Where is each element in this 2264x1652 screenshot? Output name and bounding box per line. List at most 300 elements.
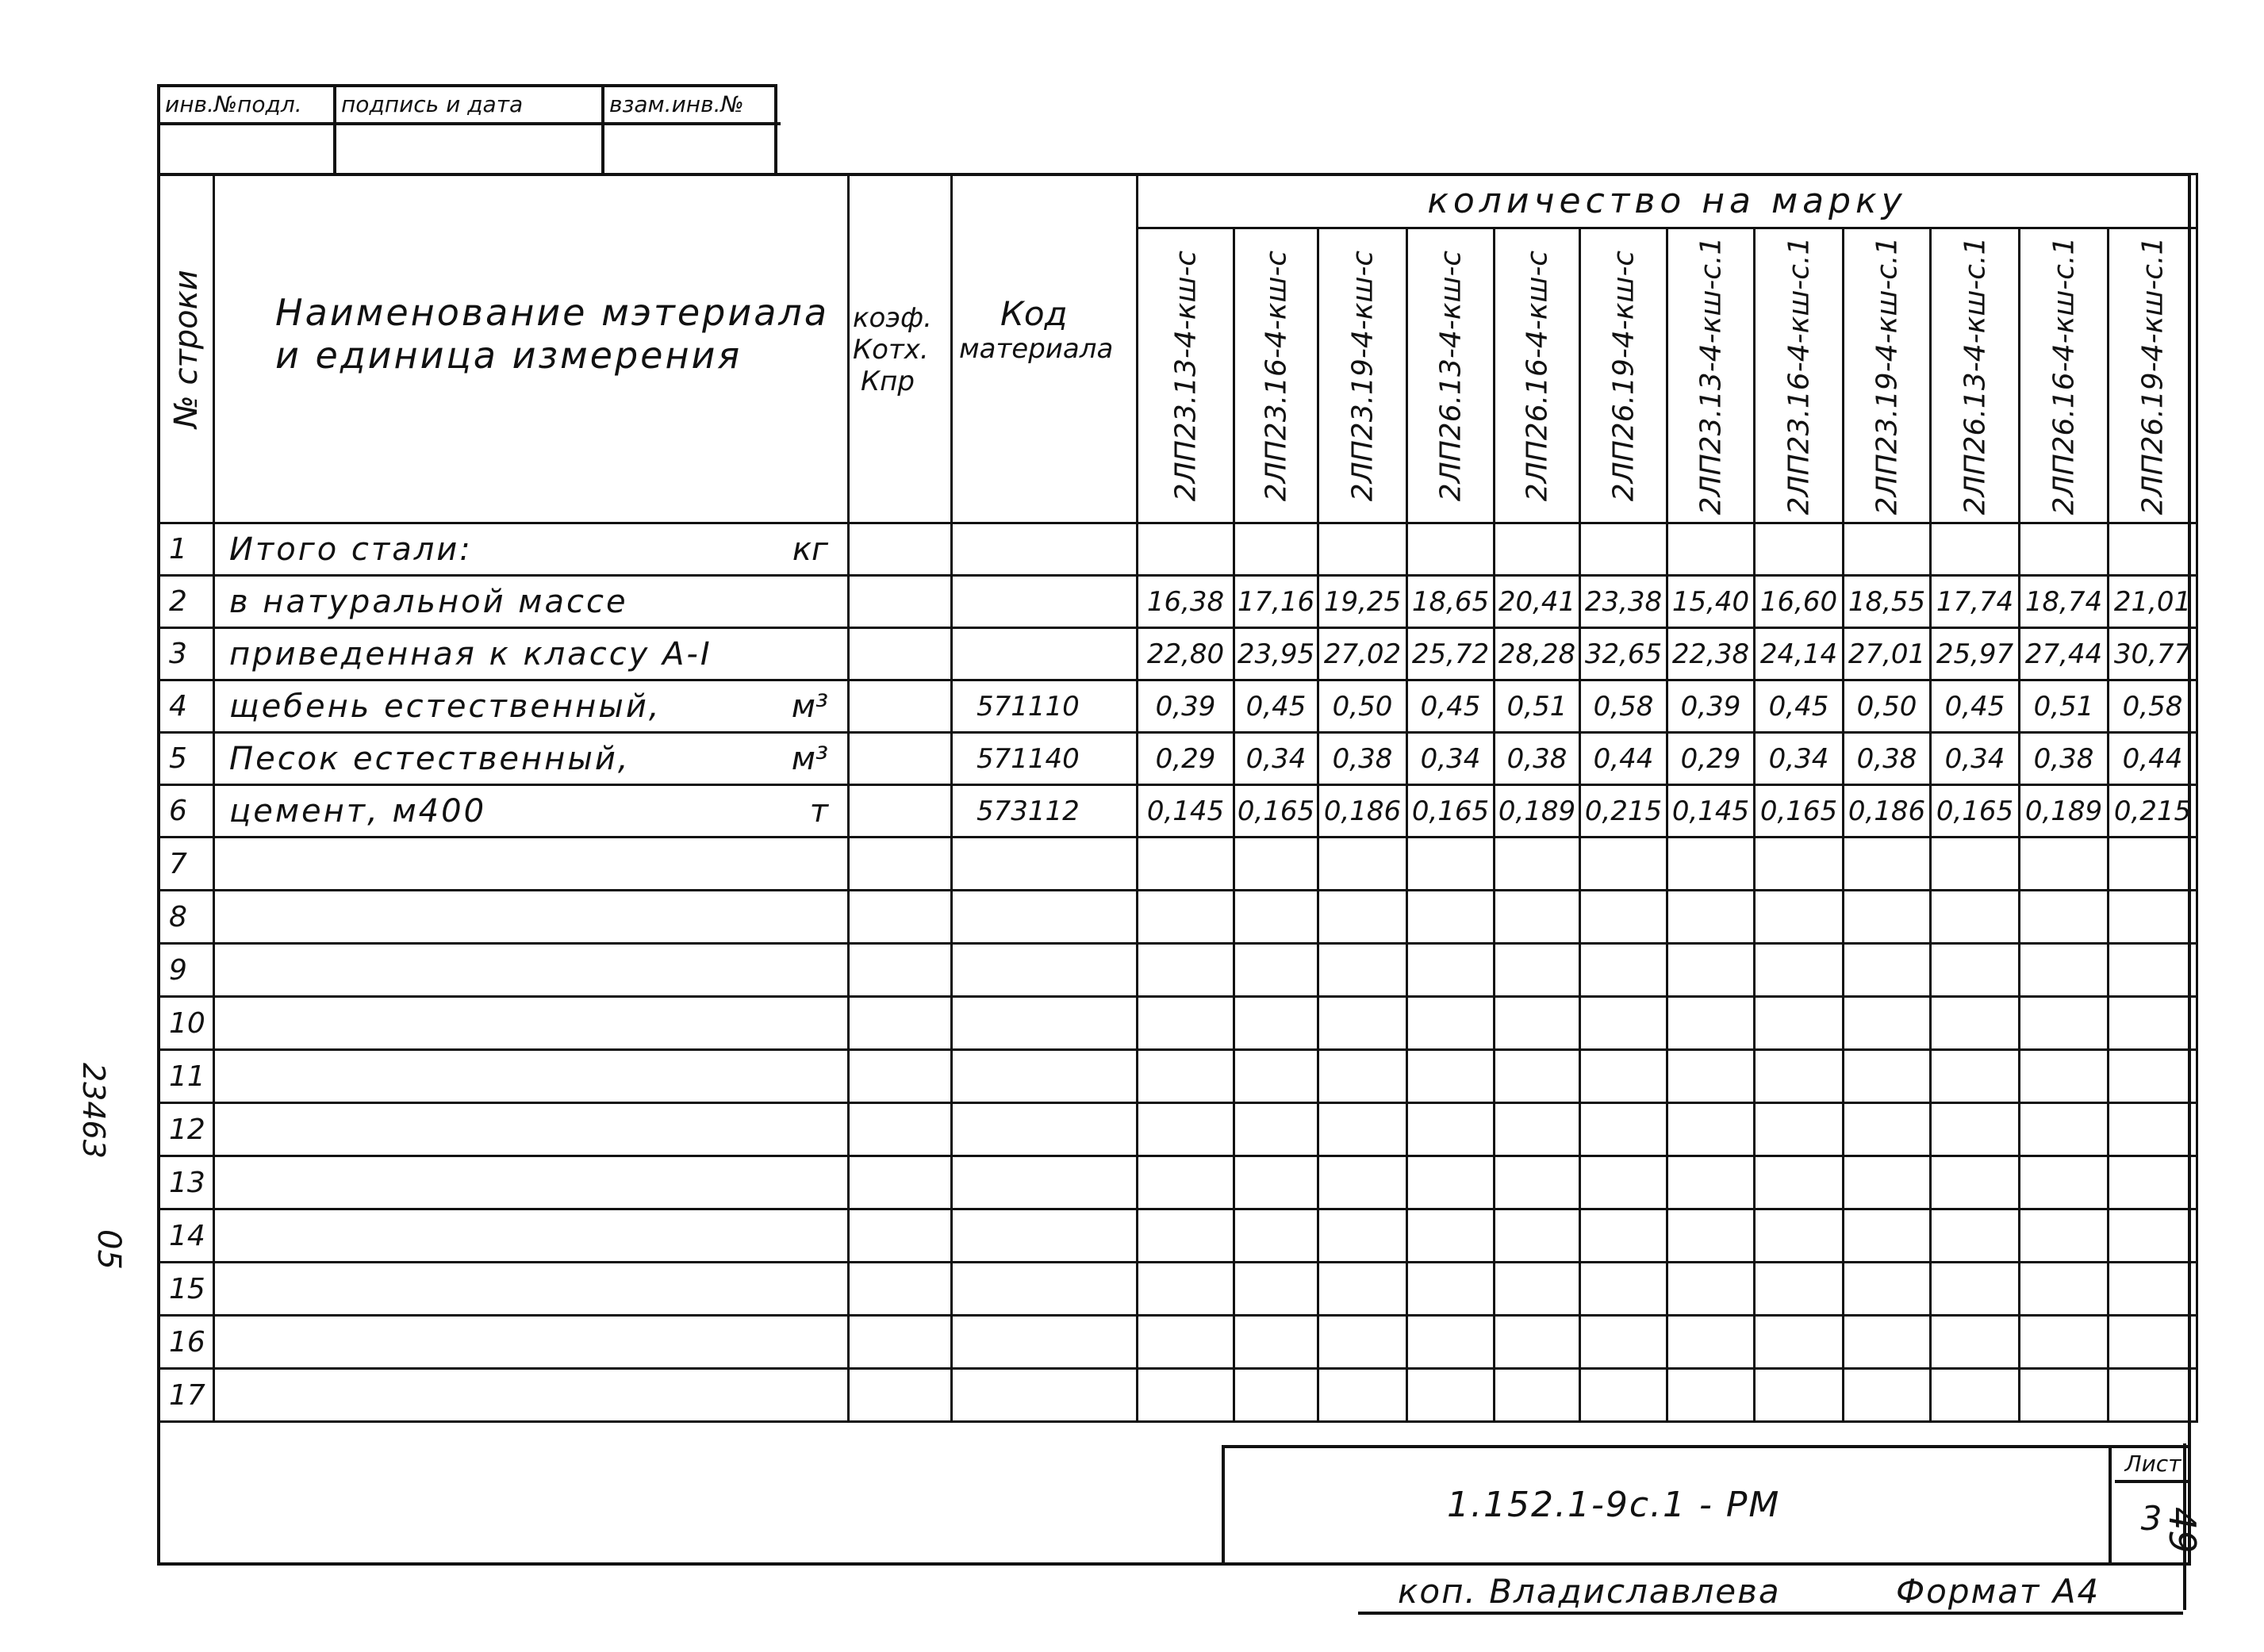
qty-cell <box>1755 1050 1844 1103</box>
mark-header-12 <box>2109 228 2197 523</box>
table-row <box>159 785 2197 837</box>
qty-cell: 0,189 <box>1495 785 1580 837</box>
row-number: 8 <box>159 891 214 944</box>
qty-cell <box>1755 997 1844 1050</box>
row-number: 15 <box>159 1263 214 1316</box>
qty-cell <box>1234 1103 1318 1156</box>
qty-cell <box>1407 837 1495 891</box>
qty-cell <box>1495 997 1580 1050</box>
qty-cell <box>1318 1369 1407 1422</box>
qty-cell <box>1931 944 2020 997</box>
qty-cell: 0,38 <box>1495 733 1580 785</box>
material-code <box>952 891 1138 944</box>
qty-cell: 23,38 <box>1580 576 1667 628</box>
qty-cell <box>1234 997 1318 1050</box>
material-name-cell <box>214 837 849 891</box>
row-number: 1 <box>159 523 214 576</box>
qty-cell <box>1755 944 1844 997</box>
qty-cell <box>1667 944 1755 997</box>
qty-cell <box>1931 997 2020 1050</box>
table-row <box>159 1209 2197 1263</box>
qty-cell: 0,29 <box>1138 733 1234 785</box>
material-name <box>215 1217 229 1254</box>
material-unit: т <box>809 792 828 830</box>
mark-header-4 <box>1407 228 1495 523</box>
row-no-header <box>159 174 214 523</box>
qty-cell <box>1495 1263 1580 1316</box>
qty-cell <box>1138 1103 1234 1156</box>
coef-header <box>849 174 952 523</box>
qty-cell: 0,44 <box>2109 733 2197 785</box>
mark-header-6 <box>1580 228 1667 523</box>
row-number: 2 <box>159 576 214 628</box>
material-name-cell <box>214 1156 849 1209</box>
stamp-replace-inv: взам.инв.№ <box>604 87 781 125</box>
qty-cell <box>2020 837 2109 891</box>
copied-by: коп. Владиславлева <box>1398 1572 1781 1611</box>
qty-cell <box>1667 997 1755 1050</box>
qty-cell: 16,60 <box>1755 576 1844 628</box>
qty-cell: 0,34 <box>1407 733 1495 785</box>
qty-cell <box>1495 523 1580 576</box>
coef-cell <box>849 576 952 628</box>
qty-cell <box>1407 523 1495 576</box>
material-name-cell <box>214 1369 849 1422</box>
qty-cell <box>1234 1369 1318 1422</box>
drawing-designation: 1.152.1-9с.1 - РМ <box>1447 1485 1781 1525</box>
qty-cell <box>1407 944 1495 997</box>
mark-header-text: 2ЛП23.13-4-кш-с.1 <box>1694 236 1727 515</box>
qty-cell: 0,58 <box>1580 680 1667 733</box>
qty-cell <box>2020 1050 2109 1103</box>
qty-cell <box>1318 1050 1407 1103</box>
qty-cell <box>2020 1263 2109 1316</box>
material-unit: кг <box>792 531 828 568</box>
coef-cell <box>849 997 952 1050</box>
qty-cell <box>1407 997 1495 1050</box>
material-name <box>215 845 229 882</box>
qty-cell <box>1407 1263 1495 1316</box>
qty-cell: 20,41 <box>1495 576 1580 628</box>
qty-cell: 28,28 <box>1495 628 1580 680</box>
qty-cell: 0,45 <box>1234 680 1318 733</box>
qty-cell: 19,25 <box>1318 576 1407 628</box>
coef-cell <box>849 1156 952 1209</box>
table-row <box>159 628 2197 680</box>
qty-cell <box>1318 1103 1407 1156</box>
qty-cell <box>2020 891 2109 944</box>
coef-header-line3: Кпр <box>861 366 915 397</box>
qty-cell: 0,165 <box>1234 785 1318 837</box>
qty-cell <box>2109 997 2197 1050</box>
qty-cell: 21,01 <box>2109 576 2197 628</box>
qty-cell <box>1234 1316 1318 1369</box>
mark-header-text: 2ЛП26.19-4-кш-с <box>1607 250 1640 501</box>
material-code: 571110 <box>952 680 1138 733</box>
coef-cell <box>849 1209 952 1263</box>
material-code <box>952 837 1138 891</box>
qty-cell <box>2109 837 2197 891</box>
qty-cell <box>1667 1156 1755 1209</box>
qty-cell: 18,55 <box>1844 576 1931 628</box>
material-name: щебень естественный, <box>229 688 662 725</box>
qty-cell <box>1407 1103 1495 1156</box>
material-name <box>215 1377 229 1413</box>
qty-cell <box>1755 891 1844 944</box>
qty-cell: 0,165 <box>1755 785 1844 837</box>
material-name: в натуральной массе <box>229 583 628 620</box>
qty-cell <box>1318 1156 1407 1209</box>
material-name <box>215 1111 229 1148</box>
qty-cell <box>1667 837 1755 891</box>
qty-cell <box>1138 944 1234 997</box>
material-name <box>215 1058 229 1094</box>
qty-cell: 23,95 <box>1234 628 1318 680</box>
qty-cell <box>1580 997 1667 1050</box>
material-name-cell <box>214 944 849 997</box>
qty-cell: 30,77 <box>2109 628 2197 680</box>
material-unit: м³ <box>791 740 828 777</box>
qty-cell <box>1844 1316 1931 1369</box>
mark-header-text: 2ЛП26.19-4-кш-с.1 <box>2136 236 2169 515</box>
qty-cell <box>1667 1209 1755 1263</box>
qty-cell <box>1755 523 1844 576</box>
qty-cell: 32,65 <box>1580 628 1667 680</box>
mark-header-text: 2ЛП23.16-4-кш-с <box>1260 250 1292 501</box>
qty-cell: 0,186 <box>1318 785 1407 837</box>
row-number: 17 <box>159 1369 214 1422</box>
footer-line <box>1358 1612 2183 1615</box>
table-row <box>159 680 2197 733</box>
qty-cell: 27,02 <box>1318 628 1407 680</box>
sheet-number: 3 <box>2140 1499 2162 1538</box>
sheet-label: Лист <box>2115 1448 2191 1483</box>
qty-cell <box>1318 837 1407 891</box>
coef-cell <box>849 891 952 944</box>
coef-cell <box>849 1103 952 1156</box>
row-number: 10 <box>159 997 214 1050</box>
qty-cell: 0,34 <box>1931 733 2020 785</box>
name-header-line1: Наименование мэтериала <box>275 291 830 334</box>
qty-cell <box>1138 1263 1234 1316</box>
qty-cell: 15,40 <box>1667 576 1755 628</box>
qty-cell <box>1138 891 1234 944</box>
table-row <box>159 1263 2197 1316</box>
mark-header-5 <box>1495 228 1580 523</box>
qty-cell: 17,74 <box>1931 576 2020 628</box>
qty-cell <box>1318 891 1407 944</box>
code-header-line2: материала <box>959 333 1114 365</box>
material-name-cell <box>214 1103 849 1156</box>
mark-header-9 <box>1844 228 1931 523</box>
qty-cell: 25,72 <box>1407 628 1495 680</box>
qty-cell <box>1755 1263 1844 1316</box>
qty-cell <box>1931 1209 2020 1263</box>
qty-cell <box>1580 944 1667 997</box>
qty-cell <box>1580 837 1667 891</box>
row-number: 13 <box>159 1156 214 1209</box>
qty-cell <box>1844 523 1931 576</box>
code-header-line1: Код <box>1000 294 1068 333</box>
name-header <box>214 174 849 523</box>
material-code <box>952 576 1138 628</box>
qty-cell: 0,145 <box>1138 785 1234 837</box>
qty-cell <box>2109 1156 2197 1209</box>
coef-header-line1: коэф. <box>853 302 932 334</box>
format-label: Формат А4 <box>1896 1572 2101 1611</box>
qty-cell: 0,29 <box>1667 733 1755 785</box>
qty-cell: 18,74 <box>2020 576 2109 628</box>
qty-cell <box>1844 1209 1931 1263</box>
qty-cell <box>1407 1050 1495 1103</box>
qty-cell <box>1138 1156 1234 1209</box>
qty-cell <box>1407 1369 1495 1422</box>
material-name: Песок естественный, <box>229 740 631 777</box>
row-number: 14 <box>159 1209 214 1263</box>
qty-cell <box>1234 1156 1318 1209</box>
row-number: 3 <box>159 628 214 680</box>
material-name-cell <box>214 1050 849 1103</box>
approval-stamp <box>157 84 777 176</box>
qty-cell <box>1931 523 2020 576</box>
qty-cell: 22,80 <box>1138 628 1234 680</box>
qty-cell <box>1234 891 1318 944</box>
material-unit: м³ <box>791 688 828 725</box>
table-row <box>159 733 2197 785</box>
material-name: цемент, м400 <box>229 792 487 830</box>
qty-cell: 16,38 <box>1138 576 1234 628</box>
qty-cell: 27,01 <box>1844 628 1931 680</box>
row-number: 6 <box>159 785 214 837</box>
qty-cell: 0,51 <box>1495 680 1580 733</box>
qty-cell <box>2020 1156 2109 1209</box>
qty-cell <box>1495 1209 1580 1263</box>
qty-cell: 0,50 <box>1318 680 1407 733</box>
mark-header-text: 2ЛП23.19-4-кш-с <box>1346 250 1379 501</box>
qty-cell <box>1495 1156 1580 1209</box>
material-name-cell <box>214 1316 849 1369</box>
qty-cell <box>1318 1209 1407 1263</box>
material-code <box>952 1209 1138 1263</box>
qty-cell <box>1580 1263 1667 1316</box>
qty-cell <box>1318 1316 1407 1369</box>
material-code <box>952 523 1138 576</box>
mark-header-text: 2ЛП26.16-4-кш-с <box>1521 250 1553 501</box>
material-code: 573112 <box>952 785 1138 837</box>
table-row <box>159 1103 2197 1156</box>
qty-cell <box>1931 1156 2020 1209</box>
qty-cell <box>1318 997 1407 1050</box>
material-name: Итого стали: <box>229 531 473 568</box>
material-name-cell <box>214 891 849 944</box>
qty-cell: 0,145 <box>1667 785 1755 837</box>
qty-cell <box>2020 523 2109 576</box>
mark-header-7 <box>1667 228 1755 523</box>
mark-header-text: 2ЛП23.13-4-кш-с <box>1169 250 1202 501</box>
table-row <box>159 944 2197 997</box>
qty-cell <box>2020 997 2109 1050</box>
qty-cell <box>1755 1209 1844 1263</box>
side-archive-number: 23463 <box>76 1063 111 1159</box>
qty-cell <box>1931 1316 2020 1369</box>
qty-cell <box>1667 891 1755 944</box>
mark-header-text: 2ЛП23.16-4-кш-с.1 <box>1782 236 1815 515</box>
material-name-cell <box>214 1263 849 1316</box>
qty-cell <box>1844 891 1931 944</box>
qty-cell <box>2109 1316 2197 1369</box>
material-code <box>952 1050 1138 1103</box>
table-row <box>159 1316 2197 1369</box>
material-name-cell <box>214 785 849 837</box>
coef-cell <box>849 785 952 837</box>
row-number: 9 <box>159 944 214 997</box>
material-code <box>952 944 1138 997</box>
qty-cell <box>1844 1369 1931 1422</box>
qty-cell: 0,189 <box>2020 785 2109 837</box>
qty-cell <box>1234 944 1318 997</box>
qty-cell <box>1667 1316 1755 1369</box>
material-name <box>215 1324 229 1360</box>
qty-cell <box>1844 1156 1931 1209</box>
qty-cell: 0,34 <box>1234 733 1318 785</box>
qty-cell <box>1844 837 1931 891</box>
row-number: 7 <box>159 837 214 891</box>
qty-cell <box>1931 891 2020 944</box>
table-row <box>159 523 2197 576</box>
material-code <box>952 628 1138 680</box>
qty-cell: 0,38 <box>1844 733 1931 785</box>
coef-cell <box>849 523 952 576</box>
material-code <box>952 1263 1138 1316</box>
qty-cell <box>1931 1369 2020 1422</box>
qty-cell <box>1407 1156 1495 1209</box>
material-name <box>215 899 229 935</box>
qty-cell <box>2109 1369 2197 1422</box>
qty-cell <box>1138 1209 1234 1263</box>
material-code <box>952 997 1138 1050</box>
qty-per-mark-title: количество на марку <box>1138 174 2197 228</box>
row-number: 16 <box>159 1316 214 1369</box>
material-code: 571140 <box>952 733 1138 785</box>
qty-cell <box>1931 1263 2020 1316</box>
qty-cell <box>1407 1209 1495 1263</box>
title-block <box>1222 1445 2191 1566</box>
qty-cell <box>1495 1316 1580 1369</box>
qty-cell <box>1580 1103 1667 1156</box>
qty-cell: 17,16 <box>1234 576 1318 628</box>
qty-cell <box>1138 997 1234 1050</box>
mark-header-3 <box>1318 228 1407 523</box>
qty-cell: 27,44 <box>2020 628 2109 680</box>
qty-cell <box>1844 944 1931 997</box>
qty-cell: 0,39 <box>1667 680 1755 733</box>
qty-cell <box>1931 1050 2020 1103</box>
material-name-cell <box>214 523 849 576</box>
table-row <box>159 1156 2197 1209</box>
qty-cell <box>1495 944 1580 997</box>
qty-cell: 0,39 <box>1138 680 1234 733</box>
material-code <box>952 1316 1138 1369</box>
qty-cell <box>1667 1050 1755 1103</box>
mark-header-text: 2ЛП26.13-4-кш-с <box>1434 250 1467 501</box>
qty-cell <box>2020 1316 2109 1369</box>
qty-cell <box>1138 837 1234 891</box>
qty-cell: 0,51 <box>2020 680 2109 733</box>
mark-header-text: 2ЛП23.19-4-кш-с.1 <box>1871 236 1903 515</box>
qty-cell <box>1844 1050 1931 1103</box>
qty-cell <box>1667 1369 1755 1422</box>
qty-cell <box>1844 1263 1931 1316</box>
material-name-cell <box>214 576 849 628</box>
coef-cell <box>849 628 952 680</box>
material-name: приведенная к классу А-I <box>229 635 712 673</box>
qty-cell <box>1580 523 1667 576</box>
qty-cell <box>1138 523 1234 576</box>
qty-cell <box>1755 1369 1844 1422</box>
coef-cell <box>849 680 952 733</box>
mark-header-1 <box>1138 228 1234 523</box>
material-code <box>952 1103 1138 1156</box>
row-no-header-text: № строки <box>167 269 205 428</box>
material-name-cell <box>214 733 849 785</box>
qty-cell <box>2109 1263 2197 1316</box>
qty-cell <box>1667 1263 1755 1316</box>
qty-cell <box>1755 1103 1844 1156</box>
qty-cell <box>1580 1209 1667 1263</box>
qty-cell <box>1318 944 1407 997</box>
coef-cell <box>849 1263 952 1316</box>
qty-cell <box>1844 1103 1931 1156</box>
coef-cell <box>849 733 952 785</box>
material-name <box>215 1271 229 1307</box>
qty-cell <box>1495 1050 1580 1103</box>
stamp-inv-no-cell <box>160 125 336 176</box>
qty-cell: 0,34 <box>1755 733 1844 785</box>
row-number: 4 <box>159 680 214 733</box>
table-row <box>159 1369 2197 1422</box>
qty-cell: 0,45 <box>1755 680 1844 733</box>
coef-header-line2: Котх. <box>853 334 929 366</box>
qty-cell <box>1580 1050 1667 1103</box>
qty-cell <box>1580 1316 1667 1369</box>
coef-cell <box>849 1316 952 1369</box>
mark-header-10 <box>1931 228 2020 523</box>
mark-header-11 <box>2020 228 2109 523</box>
qty-cell <box>1667 523 1755 576</box>
qty-cell <box>2020 1209 2109 1263</box>
qty-cell <box>1755 1316 1844 1369</box>
material-name-cell <box>214 997 849 1050</box>
qty-cell <box>1234 1209 1318 1263</box>
stamp-inv-no: инв.№подл. <box>160 87 336 125</box>
mark-header-8 <box>1755 228 1844 523</box>
qty-cell <box>1495 837 1580 891</box>
qty-cell: 0,45 <box>1407 680 1495 733</box>
qty-cell: 0,215 <box>2109 785 2197 837</box>
qty-cell <box>2109 1209 2197 1263</box>
qty-cell: 0,165 <box>1931 785 2020 837</box>
qty-cell: 0,44 <box>1580 733 1667 785</box>
qty-cell <box>2109 891 2197 944</box>
qty-cell <box>1407 891 1495 944</box>
material-name <box>215 952 229 988</box>
row-number: 11 <box>159 1050 214 1103</box>
qty-cell <box>1318 523 1407 576</box>
material-name <box>215 1164 229 1201</box>
qty-cell: 0,215 <box>1580 785 1667 837</box>
qty-cell <box>2109 1103 2197 1156</box>
qty-cell <box>1667 1103 1755 1156</box>
